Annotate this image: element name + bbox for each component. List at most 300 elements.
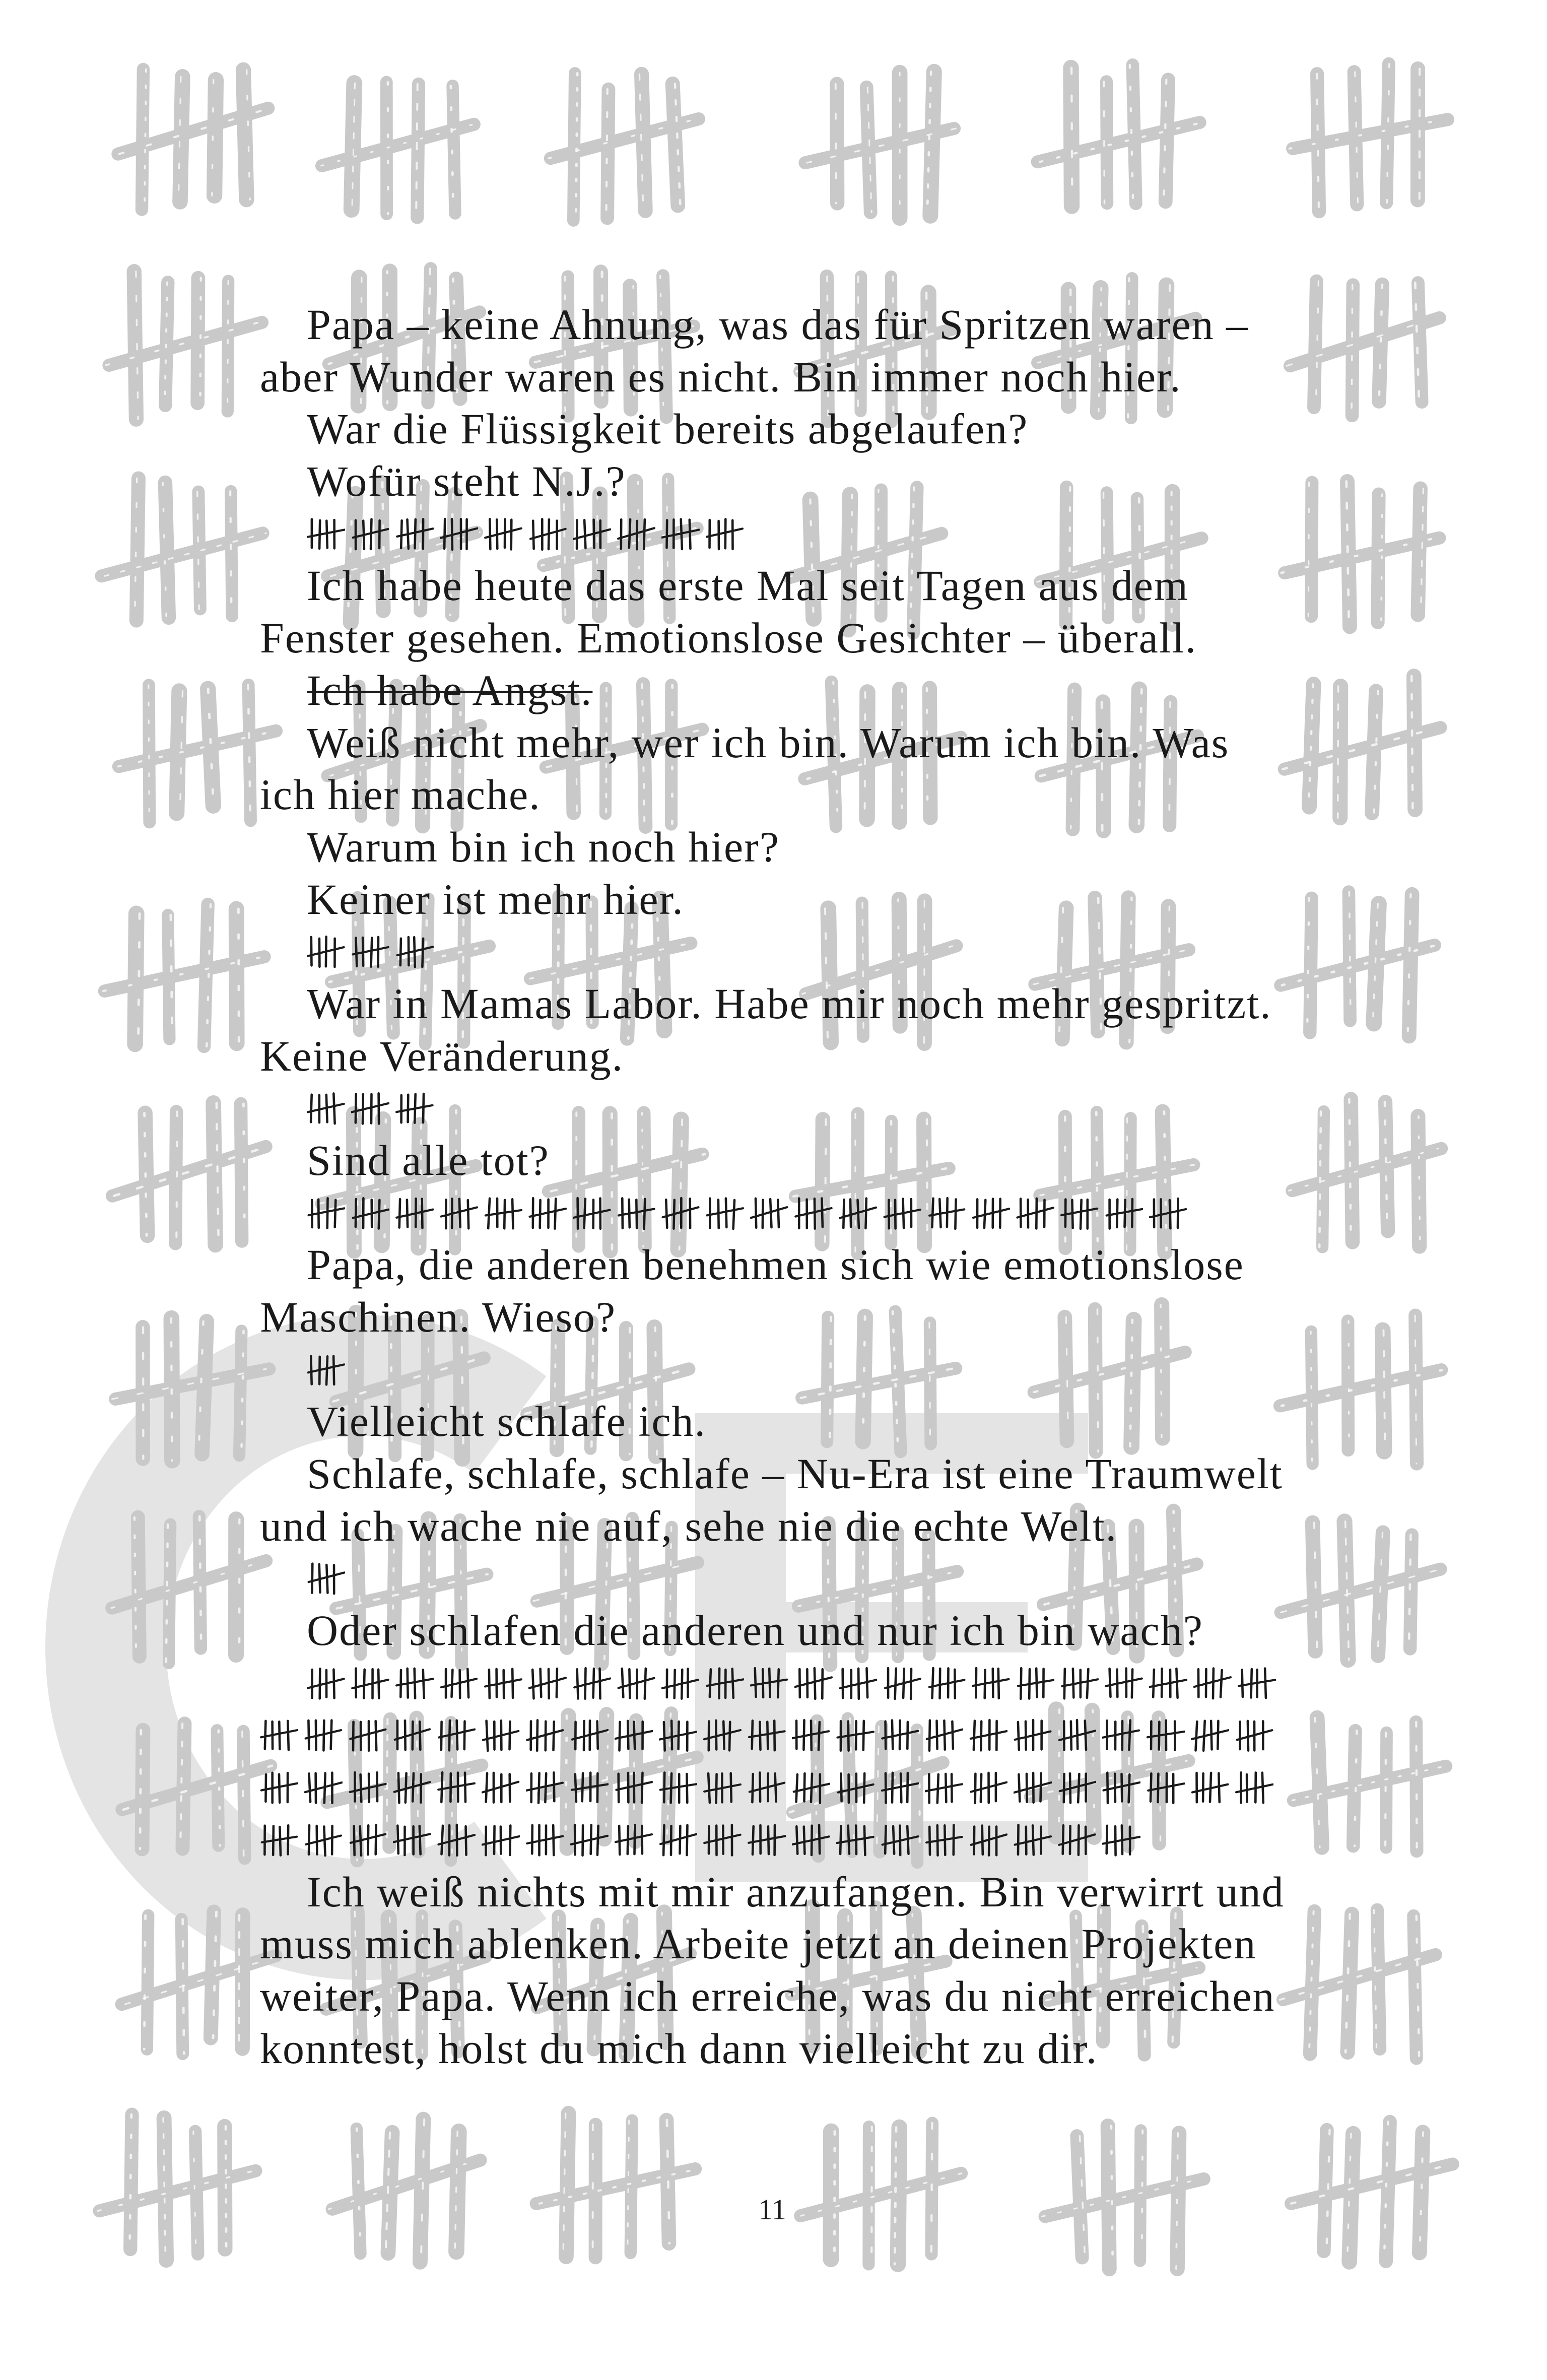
watermark-tally-group bbox=[98, 2114, 255, 2260]
page-number: 11 bbox=[758, 2193, 786, 2226]
tally-stroke bbox=[974, 1721, 975, 1750]
tally-mark-group bbox=[349, 1770, 387, 1805]
tally-mark-group bbox=[883, 1196, 921, 1231]
tally-cross-stroke bbox=[1103, 1731, 1139, 1738]
tally-stroke bbox=[1110, 1669, 1111, 1697]
tally-stroke bbox=[504, 1200, 505, 1228]
tally-stroke bbox=[974, 1826, 975, 1854]
tally-stroke bbox=[664, 1722, 665, 1751]
tally-stroke bbox=[1107, 1773, 1108, 1803]
tally-row bbox=[260, 1657, 1419, 1709]
tally-stroke bbox=[1219, 1773, 1220, 1802]
tally-mark-group bbox=[307, 1091, 345, 1126]
paragraph bbox=[260, 717, 1419, 821]
tally-stroke bbox=[1176, 1669, 1177, 1698]
tally-stroke bbox=[333, 1094, 334, 1124]
watermark-tally-stroke bbox=[243, 70, 246, 200]
tally-stroke bbox=[371, 1094, 372, 1123]
tally-stroke bbox=[622, 1198, 623, 1228]
tally-cross-stroke bbox=[1017, 1208, 1053, 1217]
watermark-tally-group bbox=[118, 685, 276, 822]
tally-stroke bbox=[326, 520, 327, 548]
tally-stroke bbox=[644, 1199, 645, 1228]
watermark-tally-stroke bbox=[1418, 283, 1422, 402]
text-line: Schlafe, schlafe, schlafe – Nu-Era ist eine Traumwelt bbox=[307, 1449, 1283, 1498]
text-line: Papa, die anderen benehmen sich wie emotionslose bbox=[307, 1240, 1244, 1289]
tally-mark-group bbox=[703, 1822, 742, 1858]
tally-stroke bbox=[361, 1774, 362, 1802]
tally-stroke bbox=[932, 1668, 933, 1698]
tally-stroke bbox=[848, 1825, 849, 1854]
tally-mark-group bbox=[1147, 1770, 1185, 1805]
tally-mark-group bbox=[881, 1770, 919, 1805]
tally-mark-group bbox=[307, 1561, 345, 1596]
tally-stroke bbox=[822, 1198, 823, 1227]
tally-mark-group bbox=[972, 1666, 1010, 1701]
tally-stroke bbox=[407, 1200, 408, 1227]
tally-mark-group bbox=[573, 1666, 611, 1701]
tally-mark-group bbox=[351, 934, 389, 969]
tally-stroke bbox=[645, 1669, 646, 1699]
tally-stroke bbox=[368, 1825, 369, 1855]
tally-mark-group bbox=[1191, 1717, 1229, 1753]
tally-mark-group bbox=[307, 1196, 345, 1231]
tally-stroke bbox=[774, 1721, 775, 1751]
text-line: und ich wache nie auf, sehe nie die echte Welt. bbox=[260, 1501, 1118, 1550]
tally-stroke bbox=[753, 1826, 754, 1855]
watermark-tally-stroke bbox=[420, 2120, 423, 2262]
tally-stroke bbox=[770, 1199, 771, 1227]
tally-stroke bbox=[265, 1774, 266, 1802]
paragraph bbox=[260, 1605, 1419, 1657]
watermark-tally-stroke bbox=[236, 909, 237, 1043]
tally-row bbox=[260, 925, 1419, 978]
tally-stroke bbox=[489, 1670, 490, 1698]
tally-row bbox=[260, 1082, 1419, 1135]
watermark-tally-stroke bbox=[147, 1915, 148, 2050]
tally-stroke bbox=[545, 1773, 546, 1802]
tally-stroke bbox=[644, 519, 645, 549]
tally-cross-stroke bbox=[973, 1209, 1010, 1218]
tally-stroke bbox=[1078, 1774, 1079, 1802]
tally-mark-group bbox=[661, 516, 700, 552]
tally-mark-group bbox=[1060, 1666, 1099, 1701]
tally-mark-group bbox=[836, 1822, 875, 1858]
tally-mark-group bbox=[307, 516, 345, 552]
tally-mark-group bbox=[792, 1770, 830, 1805]
watermark-tally-stroke bbox=[608, 89, 609, 218]
paragraph bbox=[260, 560, 1419, 664]
watermark-tally-stroke bbox=[248, 685, 250, 821]
tally-stroke bbox=[1196, 1722, 1197, 1751]
tally-mark-group bbox=[706, 516, 744, 552]
tally-stroke bbox=[840, 1826, 841, 1854]
tally-stroke bbox=[422, 939, 423, 967]
watermark-tally-group bbox=[549, 73, 699, 220]
tally-mark-group bbox=[482, 1822, 520, 1858]
tally-mark-group bbox=[1016, 1196, 1054, 1231]
tally-row bbox=[260, 1187, 1419, 1239]
tally-stroke bbox=[356, 938, 357, 966]
tally-paragraph bbox=[260, 1657, 1419, 1866]
paragraph bbox=[260, 978, 1419, 1082]
watermark-tally-group bbox=[1291, 2122, 1453, 2262]
tally-stroke bbox=[288, 1825, 289, 1854]
tally-cross-stroke bbox=[352, 1680, 388, 1688]
tally-stroke bbox=[597, 1773, 598, 1802]
tally-cross-stroke bbox=[529, 1678, 566, 1688]
tally-stroke bbox=[1170, 1200, 1171, 1228]
tally-stroke bbox=[1129, 1774, 1130, 1802]
tally-mark-group bbox=[925, 1717, 963, 1753]
tally-stroke bbox=[690, 519, 691, 549]
tally-cross-stroke bbox=[1150, 1209, 1186, 1217]
tally-mark-group bbox=[1149, 1196, 1187, 1231]
tally-stroke bbox=[1081, 1200, 1082, 1228]
tally-mark-group bbox=[659, 1822, 697, 1858]
tally-stroke bbox=[279, 1722, 280, 1750]
tally-mark-group bbox=[925, 1770, 963, 1805]
tally-stroke bbox=[597, 1826, 598, 1855]
text-line: Fenster gesehen. Emotionslose Gesichter – überall. bbox=[260, 614, 1197, 663]
tally-stroke bbox=[775, 1773, 776, 1802]
watermark-tally-group bbox=[321, 82, 474, 218]
tally-stroke bbox=[511, 519, 512, 549]
tally-mark-group bbox=[1102, 1717, 1140, 1753]
paragraph bbox=[260, 821, 1419, 874]
tally-stroke bbox=[486, 1773, 487, 1802]
tally-stroke bbox=[778, 1669, 779, 1697]
watermark-tally-stroke bbox=[930, 72, 934, 216]
tally-stroke bbox=[555, 1199, 556, 1228]
paragraph bbox=[260, 665, 1419, 717]
tally-stroke bbox=[379, 1200, 380, 1228]
paragraph bbox=[260, 1866, 1419, 2075]
tally-mark-group bbox=[260, 1770, 298, 1805]
watermark-tally-stroke bbox=[214, 1103, 216, 1245]
tally-stroke bbox=[864, 1826, 865, 1855]
tally-mark-group bbox=[528, 1666, 567, 1701]
tally-mark-group bbox=[792, 1717, 830, 1753]
tally-paragraph bbox=[260, 1187, 1419, 1239]
watermark-tally-cross bbox=[1038, 122, 1200, 162]
text-line: Sind alle tot? bbox=[307, 1136, 550, 1184]
tally-row bbox=[260, 1553, 1419, 1605]
tally-mark-group bbox=[1147, 1717, 1185, 1753]
tally-stroke bbox=[687, 1825, 688, 1855]
tally-stroke bbox=[666, 1200, 667, 1228]
tally-mark-group bbox=[792, 1822, 830, 1858]
tally-stroke bbox=[532, 1670, 533, 1698]
tally-mark-group bbox=[437, 1770, 476, 1805]
watermark-tally-stroke bbox=[241, 1104, 242, 1241]
tally-mark-group bbox=[260, 1822, 298, 1858]
tally-stroke bbox=[907, 1722, 908, 1749]
tally-mark-group bbox=[748, 1770, 786, 1805]
tally-paragraph bbox=[260, 925, 1419, 978]
tally-stroke bbox=[335, 1200, 336, 1227]
tally-mark-group bbox=[661, 1196, 700, 1231]
watermark-tally-stroke bbox=[215, 80, 216, 196]
tally-mark-group bbox=[526, 1822, 564, 1858]
tally-stroke bbox=[822, 1669, 823, 1698]
tally-row bbox=[260, 1814, 1419, 1866]
tally-mark-group bbox=[1058, 1717, 1096, 1753]
watermark-tally-group bbox=[112, 1103, 267, 1245]
tally-stroke bbox=[333, 1669, 334, 1698]
tally-stroke bbox=[442, 1825, 443, 1854]
tally-row bbox=[260, 508, 1419, 560]
tally-stroke bbox=[819, 1722, 820, 1750]
tally-mark-group bbox=[573, 516, 611, 552]
watermark-tally-stroke bbox=[138, 1517, 140, 1657]
tally-stroke bbox=[323, 1721, 324, 1751]
tally-mark-group bbox=[972, 1196, 1010, 1231]
tally-stroke bbox=[865, 1198, 866, 1228]
tally-stroke bbox=[371, 938, 372, 967]
tally-stroke bbox=[333, 1356, 334, 1384]
tally-mark-group bbox=[615, 1770, 653, 1805]
tally-stroke bbox=[541, 1669, 542, 1697]
tally-stroke bbox=[841, 1773, 842, 1801]
tally-stroke bbox=[584, 520, 585, 548]
tally-mark-group bbox=[1014, 1822, 1052, 1858]
tally-mark-group bbox=[1149, 1666, 1187, 1701]
tally-cross-stroke bbox=[571, 1836, 608, 1844]
text-line: aber Wunder waren es nicht. Bin immer noch hier. bbox=[260, 352, 1182, 401]
tally-stroke bbox=[399, 1199, 400, 1228]
tally-stroke bbox=[663, 1825, 664, 1855]
text-line: Keine Veränderung. bbox=[260, 1031, 624, 1080]
tally-stroke bbox=[804, 1773, 805, 1802]
tally-mark-group bbox=[393, 1717, 431, 1753]
tally-stroke bbox=[733, 1200, 734, 1228]
tally-mark-group bbox=[1193, 1666, 1232, 1701]
tally-cross-stroke bbox=[438, 1783, 475, 1790]
tally-mark-group bbox=[484, 516, 522, 552]
tally-mark-group bbox=[526, 1717, 564, 1753]
tally-mark-group bbox=[615, 1822, 653, 1858]
tally-stroke bbox=[327, 1198, 328, 1228]
tally-mark-group bbox=[703, 1717, 742, 1753]
tally-mark-group bbox=[484, 1196, 522, 1231]
paragraph bbox=[260, 299, 1419, 403]
watermark-tally-group bbox=[1290, 64, 1448, 212]
tally-stroke bbox=[405, 1721, 406, 1750]
tally-stroke bbox=[752, 1774, 753, 1802]
tally-mark-group bbox=[839, 1196, 877, 1231]
tally-mark-group bbox=[750, 1666, 788, 1701]
tally-mark-group bbox=[883, 1666, 921, 1701]
tally-mark-group bbox=[969, 1717, 1007, 1753]
page-body-text bbox=[260, 299, 1419, 2075]
tally-mark-group bbox=[969, 1822, 1007, 1858]
tally-stroke bbox=[671, 1721, 672, 1750]
tally-mark-group bbox=[927, 1666, 966, 1701]
crossed-out-line: Ich habe Angst. bbox=[307, 666, 593, 714]
tally-mark-group bbox=[706, 1196, 744, 1231]
tally-stroke bbox=[512, 1669, 513, 1697]
tally-stroke bbox=[755, 1668, 756, 1697]
text-line: Warum bin ich noch hier? bbox=[307, 822, 780, 871]
tally-stroke bbox=[265, 1721, 266, 1749]
tally-paragraph bbox=[260, 1344, 1419, 1396]
watermark-tally-group bbox=[800, 2123, 962, 2265]
watermark-tally-stroke bbox=[137, 479, 139, 621]
tally-mark-group bbox=[526, 1770, 564, 1805]
tally-stroke bbox=[378, 1669, 379, 1698]
text-line: Papa – keine Ahnung, was das für Spritzen waren – bbox=[307, 300, 1249, 349]
tally-stroke bbox=[1265, 1668, 1266, 1698]
tally-stroke bbox=[397, 1825, 398, 1854]
watermark-tally-stroke bbox=[1420, 2132, 1423, 2253]
tally-stroke bbox=[326, 1565, 327, 1593]
tally-stroke bbox=[892, 1721, 893, 1749]
tally-stroke bbox=[932, 1198, 933, 1227]
watermark-tally-stroke bbox=[165, 483, 169, 618]
tally-mark-group bbox=[304, 1770, 343, 1805]
tally-mark-group bbox=[659, 1717, 697, 1753]
text-line: Ich weiß nichts mit mir anzufangen. Bin verwirrt und bbox=[307, 1867, 1285, 1916]
tally-cross-stroke bbox=[574, 1678, 610, 1687]
watermark-tally-stroke bbox=[1350, 2134, 1354, 2262]
tally-stroke bbox=[415, 519, 416, 548]
text-line: ich hier mache. bbox=[260, 770, 541, 819]
tally-stroke bbox=[636, 1200, 637, 1228]
tally-stroke bbox=[420, 1826, 421, 1854]
tally-stroke bbox=[288, 1721, 289, 1750]
tally-stroke bbox=[976, 1668, 977, 1698]
tally-stroke bbox=[1019, 1774, 1020, 1802]
tally-stroke bbox=[1018, 1825, 1019, 1855]
tally-stroke bbox=[767, 1722, 768, 1749]
tally-stroke bbox=[1242, 1670, 1243, 1697]
tally-stroke bbox=[311, 937, 312, 966]
text-line: Oder schlafen die anderen und nur ich bin wach? bbox=[307, 1606, 1203, 1655]
tally-stroke bbox=[400, 1670, 401, 1697]
tally-stroke bbox=[423, 1094, 424, 1122]
tally-mark-group bbox=[440, 1196, 478, 1231]
tally-stroke bbox=[778, 1200, 779, 1227]
tally-mark-group bbox=[482, 1717, 520, 1753]
tally-mark-group bbox=[925, 1822, 963, 1858]
watermark-tally-stroke bbox=[1166, 80, 1168, 202]
tally-mark-group bbox=[836, 1770, 875, 1805]
tally-stroke bbox=[710, 1669, 711, 1697]
watermark-tally-group bbox=[1042, 2126, 1204, 2269]
tally-stroke bbox=[585, 1668, 586, 1699]
text-line: Maschinen. Wieso? bbox=[260, 1293, 617, 1342]
tally-mark-group bbox=[794, 1196, 833, 1231]
tally-mark-group bbox=[1102, 1822, 1140, 1858]
tally-mark-group bbox=[349, 1822, 387, 1858]
paragraph bbox=[260, 1239, 1419, 1343]
tally-mark-group bbox=[393, 1770, 431, 1805]
tally-stroke bbox=[324, 1826, 325, 1856]
tally-stroke bbox=[1221, 1670, 1222, 1697]
watermark-tally-group bbox=[1038, 65, 1202, 206]
tally-mark-group bbox=[351, 1091, 389, 1126]
tally-mark-group bbox=[570, 1822, 609, 1858]
tally-mark-group bbox=[307, 1666, 345, 1701]
tally-cross-stroke bbox=[441, 528, 478, 538]
tally-stroke bbox=[907, 1773, 908, 1802]
watermark-tally-group bbox=[103, 904, 264, 1046]
tally-stroke bbox=[1153, 1670, 1154, 1697]
tally-stroke bbox=[577, 1669, 578, 1698]
tally-mark-group bbox=[1058, 1822, 1096, 1858]
tally-mark-group bbox=[484, 1666, 522, 1701]
tally-stroke bbox=[331, 1721, 332, 1749]
tally-cross-stroke bbox=[352, 1103, 389, 1112]
watermark-tally-stroke bbox=[142, 70, 144, 210]
tally-stroke bbox=[850, 1199, 851, 1227]
text-line: Wofür steht N.J.? bbox=[307, 457, 626, 506]
tally-mark-group bbox=[440, 1666, 478, 1701]
tally-mark-group bbox=[351, 1196, 389, 1231]
tally-stroke bbox=[398, 1773, 399, 1803]
tally-stroke bbox=[488, 1198, 490, 1228]
tally-stroke bbox=[553, 1825, 554, 1855]
watermark-tally-stroke bbox=[566, 2113, 569, 2257]
tally-stroke bbox=[732, 1669, 733, 1698]
tally-stroke bbox=[796, 1826, 797, 1854]
tally-stroke bbox=[982, 1825, 983, 1854]
tally-stroke bbox=[1087, 1669, 1089, 1697]
tally-mark-group bbox=[482, 1770, 520, 1805]
tally-stroke bbox=[893, 1826, 894, 1854]
tally-stroke bbox=[1085, 1721, 1086, 1750]
watermark-tally-group bbox=[118, 70, 269, 210]
tally-row bbox=[260, 1344, 1419, 1396]
tally-mark-group bbox=[304, 1822, 343, 1858]
tally-stroke bbox=[622, 1669, 624, 1697]
tally-stroke bbox=[634, 1773, 635, 1803]
tally-stroke bbox=[512, 1199, 513, 1228]
tally-mark-group bbox=[395, 1091, 434, 1126]
tally-mark-group bbox=[794, 1666, 833, 1701]
text-line: Ich habe heute das erste Mal seit Tagen aus dem bbox=[307, 561, 1189, 610]
tally-cross-stroke bbox=[574, 529, 611, 539]
tally-mark-group bbox=[1191, 1770, 1229, 1805]
tally-mark-group bbox=[1105, 1196, 1143, 1231]
tally-stroke bbox=[444, 519, 445, 549]
tally-stroke bbox=[308, 1721, 309, 1749]
watermark-tally-group bbox=[536, 2113, 699, 2258]
tally-cross-stroke bbox=[660, 1834, 697, 1844]
tally-stroke bbox=[467, 1669, 468, 1697]
tally-stroke bbox=[858, 1200, 859, 1228]
tally-mark-group bbox=[1235, 1717, 1273, 1753]
tally-stroke bbox=[1064, 1669, 1065, 1698]
tally-stroke bbox=[464, 1722, 465, 1750]
tally-cross-stroke bbox=[1059, 1834, 1095, 1845]
tally-stroke bbox=[597, 1722, 598, 1749]
tally-mark-group bbox=[1014, 1717, 1052, 1753]
tally-stroke bbox=[1036, 1198, 1037, 1228]
tally-mark-group bbox=[659, 1770, 697, 1805]
tally-mark-group bbox=[307, 934, 345, 969]
text-line: weiter, Papa. Wenn ich erreiche, was du nicht erreichen bbox=[260, 1972, 1275, 2020]
tally-mark-group bbox=[1238, 1666, 1276, 1701]
tally-stroke bbox=[311, 1095, 312, 1122]
tally-paragraph bbox=[260, 1553, 1419, 1605]
tally-stroke bbox=[452, 1670, 453, 1697]
tally-mark-group bbox=[395, 1196, 434, 1231]
tally-mark-group bbox=[349, 1717, 387, 1753]
tally-paragraph bbox=[260, 508, 1419, 560]
watermark-stroke-texture bbox=[105, 533, 266, 576]
